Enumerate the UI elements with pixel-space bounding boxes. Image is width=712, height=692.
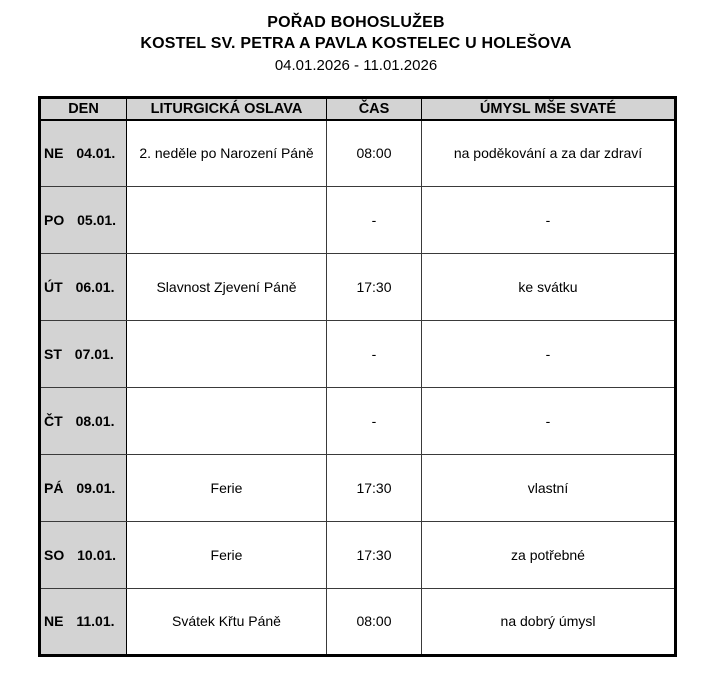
page-subtitle: KOSTEL SV. PETRA A PAVLA KOSTELEC U HOLEŠOVA xyxy=(140,35,572,52)
celebration-cell: Ferie xyxy=(127,522,327,589)
day-abbr: SO xyxy=(44,546,65,563)
time-cell: - xyxy=(327,187,422,254)
celebration-cell xyxy=(127,388,327,455)
day-cell xyxy=(40,321,127,388)
day-cell xyxy=(40,455,127,522)
day-date: 11.01. xyxy=(76,613,115,629)
day-date: 05.01. xyxy=(77,211,117,228)
day-abbr: ST xyxy=(44,345,62,362)
schedule-table xyxy=(38,96,677,657)
time-cell: 17:30 xyxy=(327,522,422,589)
day-abbr: PO xyxy=(44,211,65,228)
time-cell: - xyxy=(327,321,422,388)
day-date: 08.01. xyxy=(75,412,115,429)
column-header-time: ČAS xyxy=(327,98,422,120)
day-date: 07.01. xyxy=(74,345,114,362)
column-header-day: DEN xyxy=(40,98,127,120)
table-row xyxy=(40,187,676,254)
intention-cell: vlastní xyxy=(422,455,676,522)
time-cell: 17:30 xyxy=(327,455,422,522)
day-date: 04.01. xyxy=(76,144,116,161)
intention-cell: - xyxy=(422,321,676,388)
time-cell: 08:00 xyxy=(327,120,422,187)
column-header-intention: ÚMYSL MŠE SVATÉ xyxy=(422,98,676,120)
day-date: 06.01. xyxy=(75,278,115,295)
table-row xyxy=(40,522,676,589)
time-cell: - xyxy=(327,388,422,455)
day-abbr: PÁ xyxy=(44,479,64,496)
table-row xyxy=(40,321,676,388)
day-cell xyxy=(40,254,127,321)
day-abbr: NE xyxy=(44,144,64,161)
table-header-row xyxy=(40,98,676,120)
day-cell xyxy=(40,187,127,254)
celebration-cell: Svátek Křtu Páně xyxy=(127,589,327,656)
day-date: 10.01. xyxy=(77,546,117,563)
intention-cell: za potřebné xyxy=(422,522,676,589)
day-abbr: ÚT xyxy=(44,278,63,295)
day-cell xyxy=(40,120,127,187)
celebration-cell xyxy=(127,321,327,388)
intention-cell: ke svátku xyxy=(422,254,676,321)
intention-cell: - xyxy=(422,388,676,455)
table-row xyxy=(40,120,676,187)
day-abbr: NE xyxy=(44,613,64,629)
table-row xyxy=(40,388,676,455)
column-header-celebration: LITURGICKÁ OSLAVA xyxy=(127,98,327,120)
celebration-cell: Slavnost Zjevení Páně xyxy=(127,254,327,321)
celebration-cell xyxy=(127,187,327,254)
day-abbr: ČT xyxy=(44,412,63,429)
table-row xyxy=(40,589,676,656)
celebration-cell: 2. neděle po Narození Páně xyxy=(127,120,327,187)
date-range: 04.01.2026 - 11.01.2026 xyxy=(274,57,438,74)
table-row xyxy=(40,254,676,321)
celebration-cell: Ferie xyxy=(127,455,327,522)
title-block xyxy=(0,12,712,76)
table-row xyxy=(40,455,676,522)
intention-cell: na dobrý úmysl xyxy=(422,589,676,656)
page-title: POŘAD BOHOSLUŽEB xyxy=(267,14,445,31)
intention-cell: - xyxy=(422,187,676,254)
time-cell: 08:00 xyxy=(327,589,422,656)
day-cell xyxy=(40,589,127,656)
day-date: 09.01. xyxy=(76,479,116,496)
day-cell xyxy=(40,388,127,455)
time-cell: 17:30 xyxy=(327,254,422,321)
intention-cell: na poděkování a za dar zdraví xyxy=(422,120,676,187)
day-cell xyxy=(40,522,127,589)
